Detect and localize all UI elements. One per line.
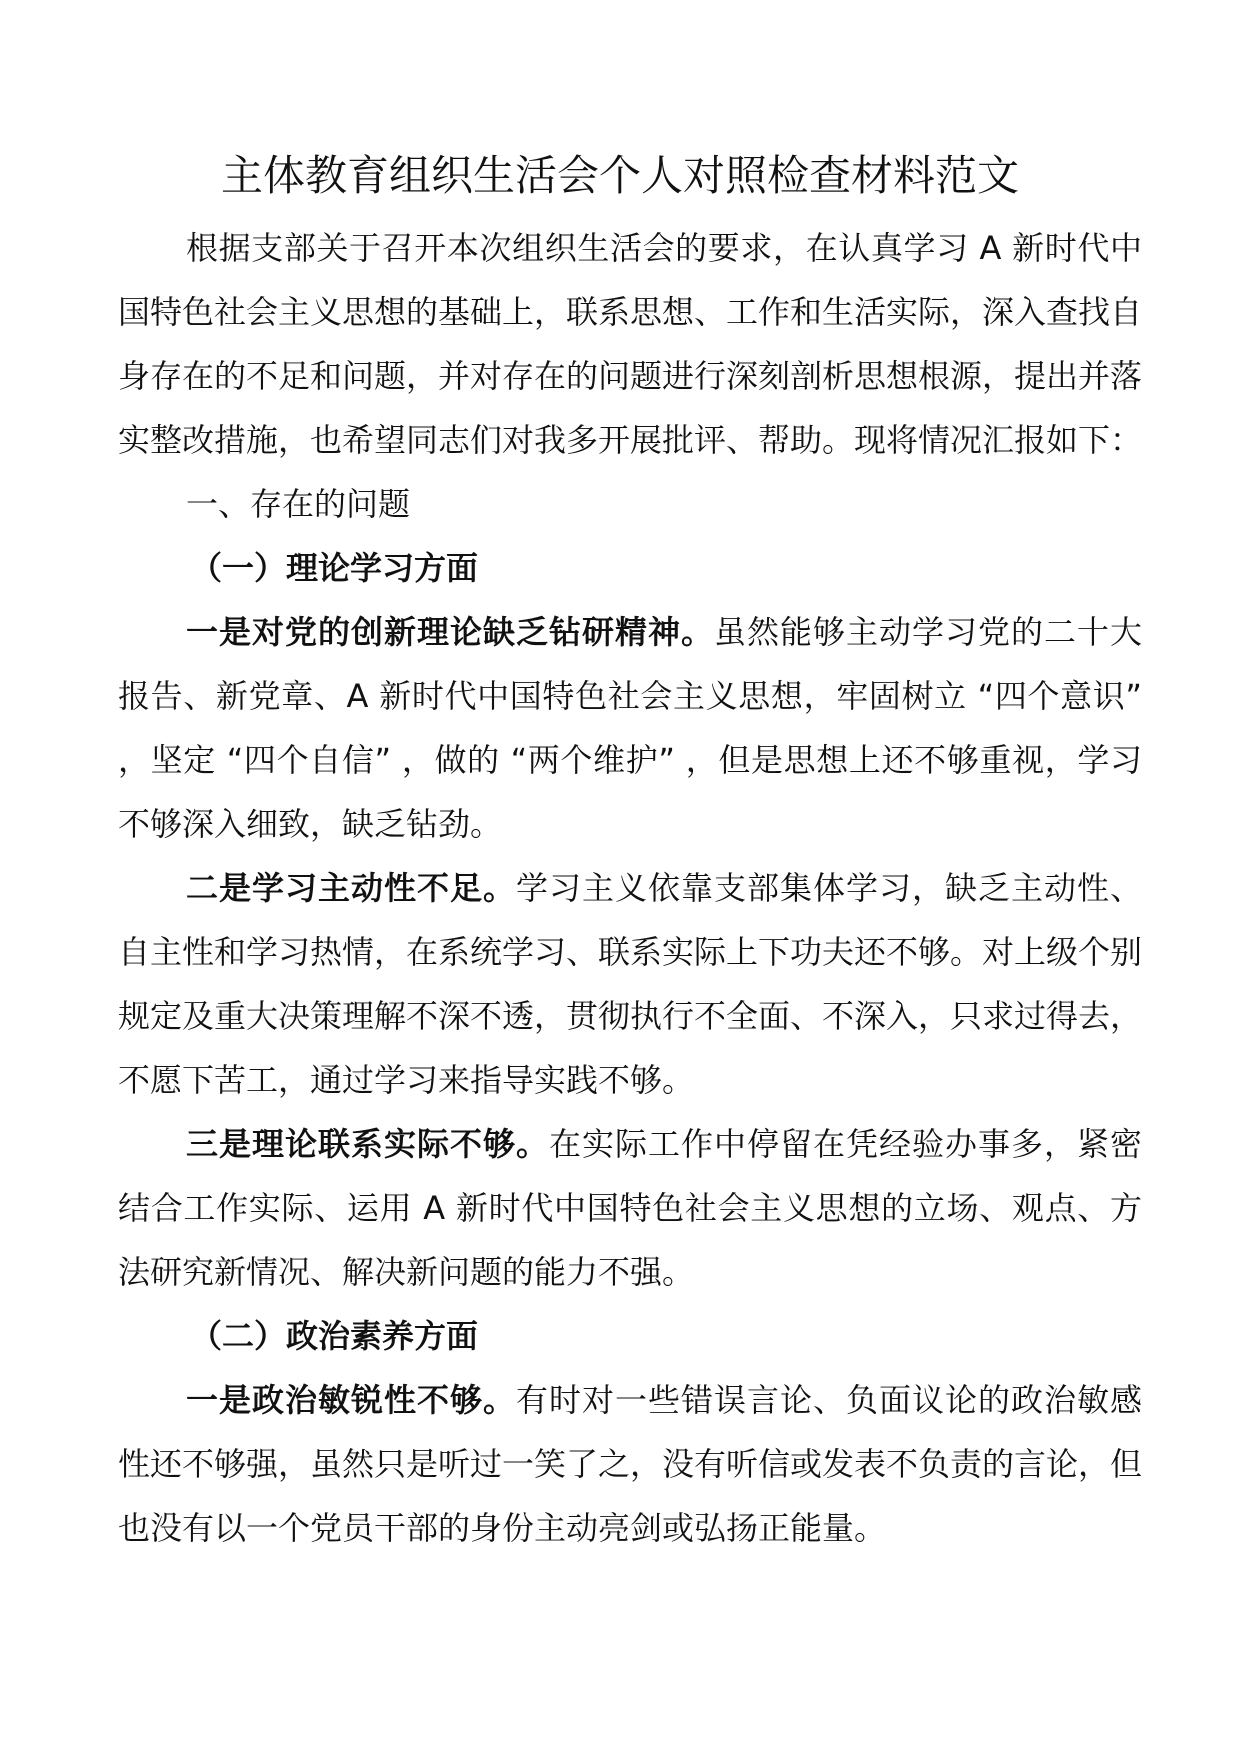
paragraph-text: 学习主义依靠支部集体学习，缺乏主动性、自主性和学习热情，在系统学习、联系实际上下功夫还不够。对上级个别规定及重大决策理解不深不透，贯彻执行不全面、不深入，只求过得去，不愿下苦工，通过学习来指导实践不够。 (118, 869, 1143, 1099)
problem-paragraph (118, 1112, 1142, 1304)
paragraph-text: 在实际工作中停留在凭经验办事多，紧密结合工作实际、运用 A 新时代中国特色社会主义思想的立场、观点、方法研究新情况、解决新问题的能力不强。 (118, 1125, 1142, 1291)
problem-paragraph (118, 1368, 1142, 1560)
paragraph-lead: 三是理论联系实际不够。 (186, 1125, 549, 1163)
problem-paragraph (118, 600, 1142, 856)
subsection-heading-theory-study: （一）理论学习方面 (190, 549, 479, 587)
paragraph-lead: 二是学习主动性不足。 (186, 869, 516, 907)
paragraph-lead: 一是政治敏锐性不够。 (186, 1381, 516, 1419)
section-heading-problems: 一、存在的问题 (186, 485, 411, 523)
paragraph-lead: 一是对党的创新理论缺乏钻研精神。 (186, 613, 714, 651)
document-title: 主体教育组织生活会个人对照检查材料范文 (220, 151, 1019, 200)
paragraph-text: 有时对一些错误言论、负面议论的政治敏感性还不够强，虽然只是听过一笑了之，没有听信或发表不负责的言论，但也没有以一个党员干部的身份主动亮剑或弘扬正能量。 (118, 1381, 1143, 1547)
intro-paragraph: 根据支部关于召开本次组织生活会的要求，在认真学习 A 新时代中国特色社会主义思想的基础上，联系思想、工作和生活实际，深入查找自身存在的不足和问题，并对存在的问题进行深刻剖析思想根源，提出并落实整改措施，也希望同志们对我多开展批评、帮助。现将情况汇报如下： (118, 229, 1143, 459)
subsection-heading-political-quality: （二）政治素养方面 (190, 1317, 479, 1355)
paragraph-text: 虽然能够主动学习党的二十大报告、新党章、A 新时代中国特色社会主义思想，牢固树立 “四个意识” ，坚定 “四个自信” ，做的 “两个维护” ，但是思想上还不够重视，学习不够深入细致，缺乏钻劲。 (118, 613, 1142, 843)
document-body (118, 216, 1142, 1560)
problem-paragraph (118, 856, 1142, 1112)
